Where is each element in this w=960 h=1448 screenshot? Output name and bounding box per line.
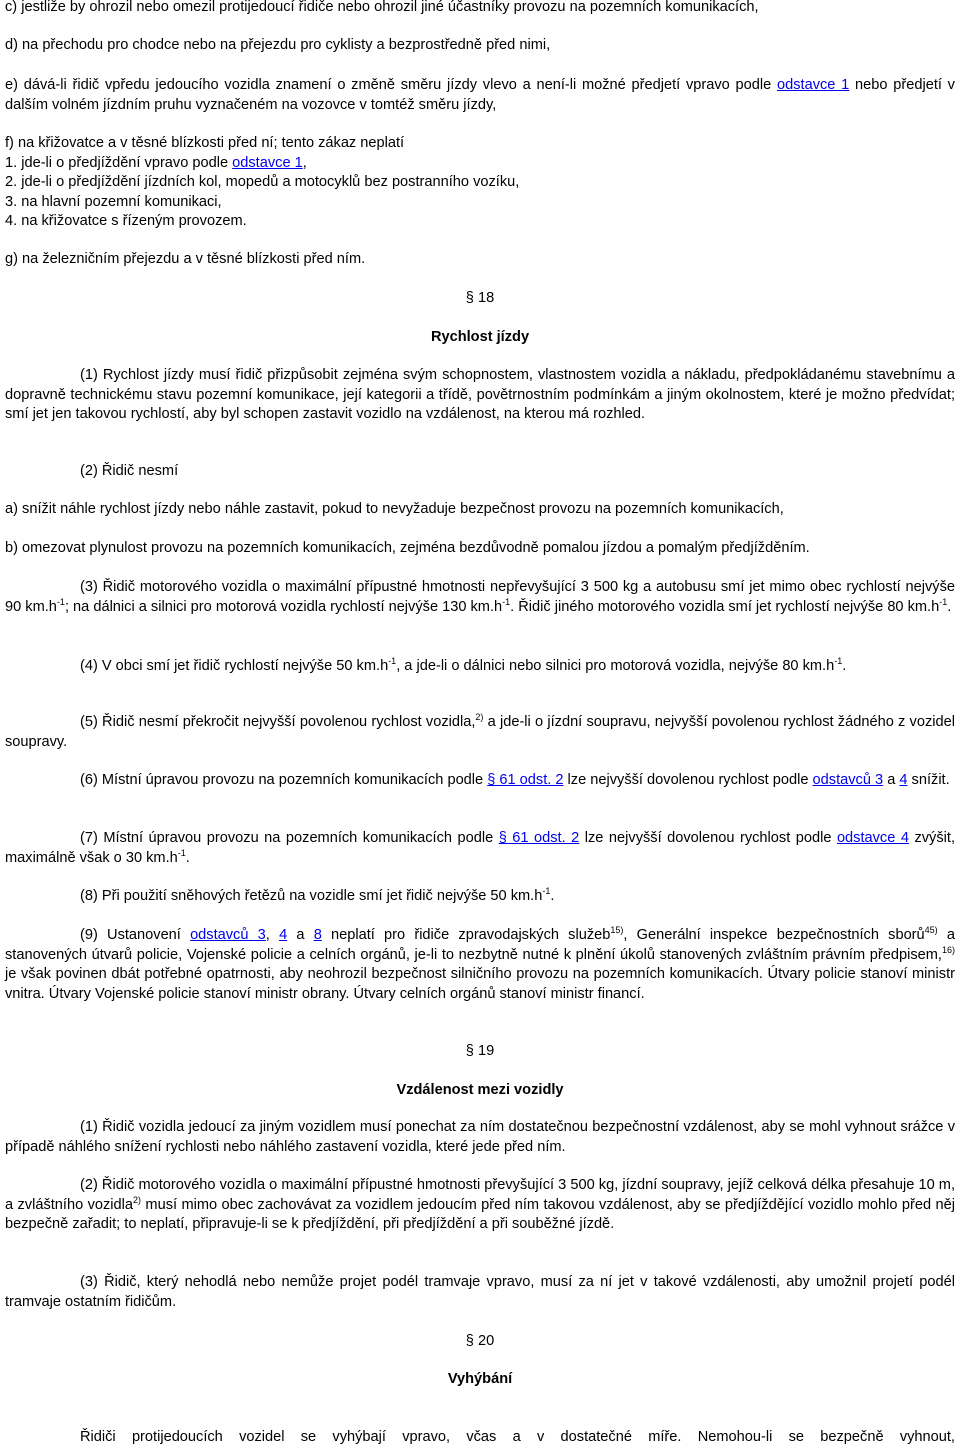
s18-6-text-d: snížit.: [907, 772, 950, 788]
s18-8-text-a: (8) Při použití sněhových řetězů na vozidle smí jet řidič nejvýše 50 km.h: [80, 888, 543, 904]
link-odstavce-1-item[interactable]: odstavce 1: [232, 154, 303, 171]
clause-f-item-2: 2. jde-li o předjíždění jízdních kol, mopedů a motocyklů bez postranního vozíku,: [5, 174, 520, 190]
section-19-num: 19: [477, 1043, 495, 1059]
s18-7-text-b: lze nejvyšší dovolenou rychlost podle: [579, 830, 837, 846]
s18-9-text-c: a: [287, 927, 314, 943]
clause-f-item-3: 3. na hlavní pozemní komunikaci,: [5, 193, 222, 210]
s19-2-sup: 2): [133, 1194, 142, 1205]
clause-f-intro: f) na křižovatce a v těsné blízkosti před ní; tento zákaz neplatí: [5, 135, 405, 151]
section-20-number: § 20: [465, 1333, 495, 1349]
s18-9-sup-1: 15): [610, 925, 624, 936]
s18-9-text-b: ,: [265, 927, 280, 943]
section-19-number: § 19: [465, 1043, 495, 1059]
clause-f: [5, 134, 955, 232]
section-18-num: 18: [477, 290, 495, 306]
s18-para-8: [5, 887, 955, 907]
s19-para-3: (3) Řidič, který nehodlá nebo nemůže projet podél tramvaje vpravo, musí za ní jet v takové vzdálenosti, aby umožnil projetí podél tramvaje ostatním řidičům.: [5, 1274, 955, 1310]
s18-7-text-d: .: [185, 849, 190, 866]
s18-4-text-b: , a jde-li o dálnici nebo silnici pro motorová vozidla, nejvýše 80 km.h: [396, 658, 835, 674]
s18-para-1: (1) Rychlost jízdy musí řidič přizpůsobit zejména svým schopnostem, vlastnostem vozidla a nákladu, předpokládanému stavebnímu a dopravně technickému stavu pozemní komunikace, její kategorii a třídě, povětrnostním podmínkám a jiným okolnostem, které je možno předvídat; smí jet jen takovou rychlostí, aby byl schopen zastavit vozidlo na vzdálenost, na kterou má rozhled.: [5, 367, 955, 422]
clause-e-text: e) dává-li řidič vpředu jedoucího vozidla znamení o změně směru jízdy vlevo a není-li možné předjetí vpravo podle: [5, 77, 777, 93]
s18-3-sup-3: -1: [939, 596, 948, 607]
s18-8-text-b: .: [550, 888, 555, 904]
link-odstavce-1[interactable]: odstavce 1: [777, 77, 850, 93]
s18-6-text-c: a: [883, 772, 900, 788]
s18-9-sup-2: 45): [924, 925, 938, 936]
s18-9-text-f: a stanovených útvarů policie, Vojenské policie a celních orgánů, je-li to nezbytně nutné k plnění úkolů stanovených zvláštním právním předpisem,: [5, 927, 956, 963]
s18-9-text-e: , Generální inspekce bezpečnostních sborů: [623, 927, 925, 943]
s18-4-text-c: .: [842, 658, 847, 674]
s18-para-5: [5, 713, 955, 752]
s18-9-text-g: je však povinen dbát potřebné opatrnosti, aby neohrozil bezpečnost silničního provozu na pozemních komunikacích. Útvary policie stanoví ministr vnitra. Útvary Vojenské policie stanoví ministr obrany. Útvary celních orgánů stanoví ministr financí.: [5, 966, 955, 1002]
s18-8-sup: -1: [542, 886, 551, 897]
item-1-comma: ,: [302, 154, 307, 171]
s18-5-text-a: (5) Řidič nesmí překročit nejvyšší povolenou rychlost vozidla,: [80, 714, 476, 730]
clause-f-item-1: [5, 154, 955, 174]
s18-6-text-b: lze nejvyšší dovolenou rychlost podle: [563, 772, 813, 788]
link-odstavcu-3[interactable]: odstavců 3: [812, 772, 884, 788]
s18-7-sup: -1: [177, 847, 186, 858]
s18-para-2a: a) snížit náhle rychlost jízdy nebo náhle zastavit, pokud to nevyžaduje bezpečnost provozu na pozemních komunikacích,: [5, 501, 784, 517]
s18-3-sup-2: -1: [502, 596, 511, 607]
s18-6-text-a: (6) Místní úpravou provozu na pozemních komunikacích podle: [80, 772, 488, 788]
link-par-61-odst-2[interactable]: § 61 odst. 2: [487, 772, 564, 788]
s18-para-6: [5, 771, 955, 791]
link-4[interactable]: 4: [899, 772, 908, 788]
link-4-b[interactable]: 4: [279, 927, 288, 943]
s18-9-text-a: (9) Ustanovení: [80, 927, 191, 943]
clause-c: c) jestliže by ohrozil nebo omezil protijedoucí řidiče nebo ohrozil jiné účastníky provozu na pozemních komunikacích,: [5, 0, 759, 15]
s18-4-sup-2: -1: [834, 656, 843, 667]
section-20-title: Vyhýbání: [447, 1371, 513, 1387]
s19-para-1: (1) Řidič vozidla jedoucí za jiným vozidlem musí ponechat za ním dostatečnou bezpečnostní vzdálenost, aby se mohl vyhnout srážce v případě náhlého snížení rychlosti nebo náhlého zastavení vozidla, které jede před ním.: [5, 1119, 955, 1155]
section-20-num: 20: [477, 1333, 495, 1349]
s18-4-sup-1: -1: [388, 656, 397, 667]
clause-f-item-4: 4. na křižovatce s řízeným provozem.: [5, 213, 247, 229]
s18-9-sup-3: 16): [941, 944, 955, 955]
link-par-61-odst-2-b[interactable]: § 61 odst. 2: [498, 830, 580, 846]
s18-5-text-b: a jde-li o jízdní soupravu, nejvyšší povolenou rychlost žádného z vozidel soupravy.: [5, 714, 955, 750]
item-1-text: 1. jde-li o předjíždění vpravo podle: [5, 154, 233, 171]
s18-para-9: [5, 926, 955, 1004]
s18-para-7: [5, 829, 955, 868]
clause-e: [5, 76, 955, 115]
s18-3-text-c: . Řidič jiného motorového vozidla smí jet rychlostí nejvýše 80 km.h: [510, 598, 940, 615]
s18-para-2: (2) Řidič nesmí: [80, 463, 179, 479]
section-19-title: Vzdálenost mezi vozidly: [396, 1082, 564, 1098]
s19-2-text-b: musí mimo obec zachovávat za vozidlem jedoucím před ním takovou vzdálenost, aby se předjíždějící vozidlo mohlo před něj bezpečně zařadit; to neplatí, připravuje-li se k předjíždění, při předjíždění a při souběžné jízdě.: [5, 1196, 955, 1232]
s18-7-text-c: zvýšit, maximálně však o 30 km.h: [5, 830, 955, 866]
s18-9-text-d: neplatí pro řidiče zpravodajských služeb: [321, 927, 611, 943]
section-18-number: § 18: [465, 290, 495, 306]
s19-para-2: [5, 1176, 955, 1235]
s20-para-1: Řidiči protijedoucích vozidel se vyhýbají vpravo, včas a v dostatečné míře. Nemohou-li se bezpečně vyhnout,: [80, 1429, 955, 1445]
clause-g: g) na železničním přejezdu a v těsné blízkosti před ním.: [5, 251, 366, 267]
s18-3-sup-1: -1: [56, 596, 65, 607]
s18-para-3: [5, 578, 955, 617]
section-18-title: Rychlost jízdy: [430, 329, 530, 345]
s18-para-2b: b) omezovat plynulost provozu na pozemních komunikacích, zejména bezdůvodně pomalou jízdou a pomalým předjížděním.: [5, 540, 810, 556]
s18-3-text-b: ; na dálnici a silnici pro motorová vozidla rychlostí nejvýše 130 km.h: [64, 598, 503, 615]
link-8[interactable]: 8: [313, 927, 322, 943]
clause-d: d) na přechodu pro chodce nebo na přejezdu pro cyklisty a bezprostředně před nimi,: [5, 37, 551, 53]
s18-para-4: [5, 655, 955, 678]
s18-4-text-a: (4) V obci smí jet řidič rychlostí nejvýše 50 km.h: [80, 658, 389, 674]
link-odstavcu-3-b[interactable]: odstavců 3: [190, 927, 266, 943]
s18-3-text-d: .: [947, 598, 952, 615]
clause-e-text-cont: nebo předjetí v dalším volném jízdním pruhu vyznačeném na vozovce v tomtéž směru jízdy,: [5, 77, 955, 113]
s19-2-text-a: (2) Řidič motorového vozidla o maximální přípustné hmotnosti převyšující 3 500 kg, jízdní soupravy, jejíž celková délka přesahuje 10 m, a zvláštního vozidla: [5, 1177, 955, 1213]
s18-5-sup: 2): [475, 712, 484, 723]
link-odstavce-4[interactable]: odstavce 4: [836, 830, 909, 846]
s18-3-text-a: (3) Řidič motorového vozidla o maximální přípustné hmotnosti nepřevyšující 3 500 kg a autobusu smí jet mimo obec rychlostí nejvýše 90 km.h: [5, 579, 955, 615]
s18-7-text-a: (7) Místní úpravou provozu na pozemních komunikacích podle: [80, 830, 499, 846]
